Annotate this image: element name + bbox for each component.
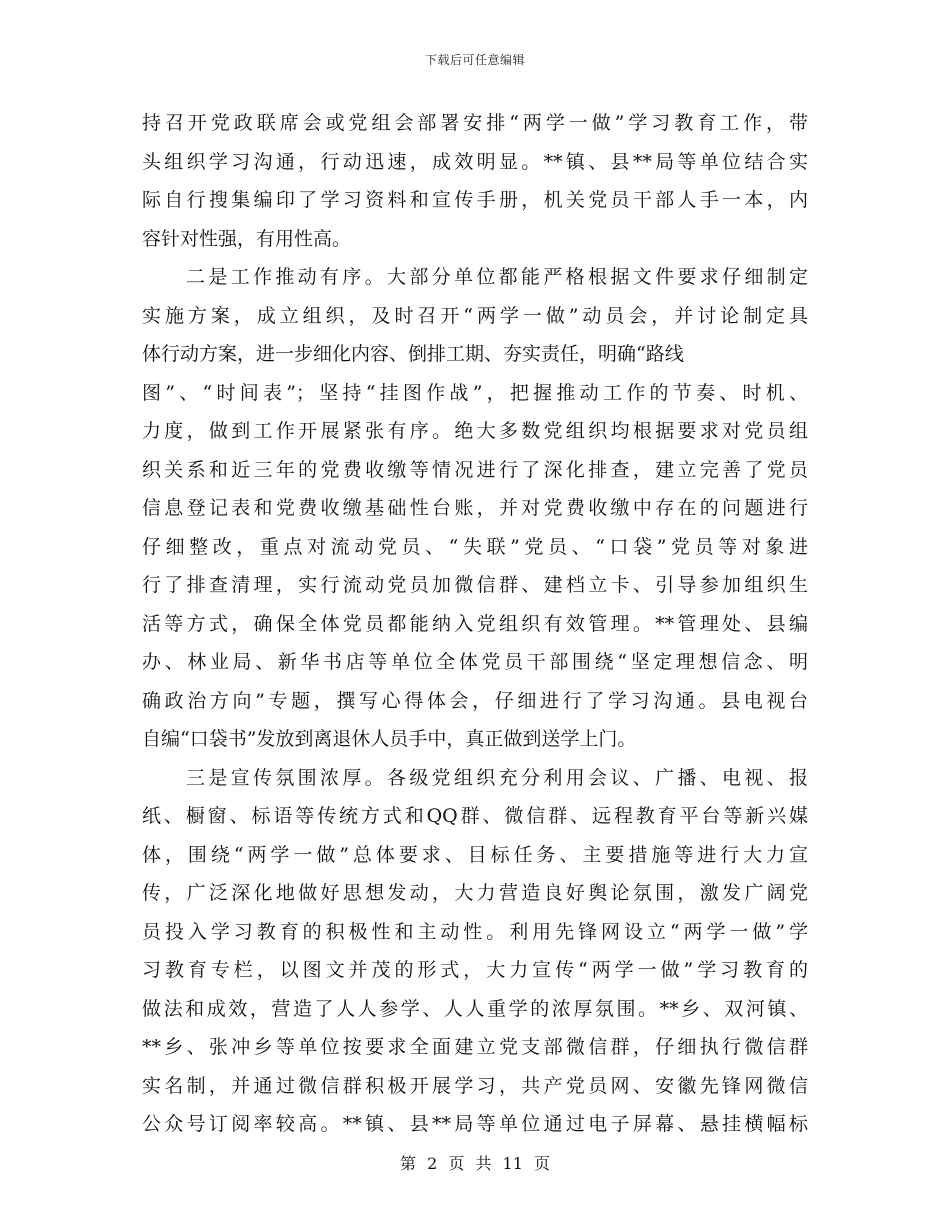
text-line: 织关系和近三年的党费收缴等情况进行了深化排查，建立完善了党员 [142, 458, 808, 481]
text-line: 二是工作推动有序。大部分单位都能严格根据文件要求仔细制定 [186, 266, 808, 288]
text-line: 公众号订阅率较高。**镇、县**局等单位通过电子屏幕、悬挂横幅标 [142, 1113, 808, 1135]
text-line: 纸、橱窗、标语等传统方式和QQ群、微信群、远程教育平台等新兴媒 [142, 805, 808, 827]
text-line: 容针对性强，有用性高。 [142, 227, 352, 250]
text-line: 确政治方向”专题，撰写心得体会，仔细进行了学习沟通。县电视台 [142, 689, 808, 712]
text-line: **乡、张冲乡等单位按要求全面建立党支部微信群，仔细执行微信群 [142, 1036, 808, 1058]
document-body [142, 104, 808, 1144]
text-line: 头组织学习沟通，行动迅速，成效明显。**镇、县**局等单位结合实 [142, 150, 808, 173]
text-line: 实名制，并通过微信群积极开展学习，共产党员网、安徽先锋网微信 [142, 1074, 808, 1097]
text-line: 体行动方案，进一步细化内容、倒排工期、夯实责任，明确“路线 [142, 343, 684, 365]
text-line: 办、林业局、新华书店等单位全体党员干部围绕“坚定理想信念、明 [142, 651, 808, 673]
text-line: 力度，做到工作开展紧张有序。绝大多数党组织均根据要求对党员组 [142, 420, 808, 442]
text-line: 做法和成效，营造了人人参学、人人重学的浓厚氛围。**乡、双河镇、 [142, 997, 808, 1020]
text-line: 体，围绕“两学一做”总体要求、目标任务、主要措施等进行大力宣 [142, 843, 808, 866]
page-header: 下载后可任意编辑 [424, 53, 525, 67]
text-line: 实施方案，成立组织，及时召开“两学一做”动员会，并讨论制定具 [142, 304, 808, 327]
text-line: 自编“口袋书”发放到离退休人员手中，真正做到送学上门。 [142, 728, 637, 750]
text-line: 图”、“时间表”；坚持“挂图作战”，把握推动工作的节奏、时机、 [142, 381, 808, 404]
text-line: 行了排查清理，实行流动党员加微信群、建档立卡、引导参加组织生 [142, 574, 808, 596]
text-line: 仔细整改，重点对流动党员、“失联”党员、“口袋”党员等对象进 [142, 535, 808, 558]
text-line: 三是宣传氛围浓厚。各级党组织充分利用会议、广播、电视、报 [186, 766, 808, 789]
text-line: 员投入学习教育的积极性和主动性。利用先锋网设立“两学一做”学 [142, 920, 808, 943]
text-line: 信息登记表和党费收缴基础性台账，并对党费收缴中存在的问题进行 [142, 497, 808, 519]
text-line: 习教育专栏，以图文并茂的形式，大力宣传“两学一做”学习教育的 [142, 959, 808, 981]
text-line: 际自行搜集编印了学习资料和宣传手册，机关党员干部人手一本，内 [142, 189, 808, 211]
text-line: 持召开党政联席会或党组会部署安排“两学一做”学习教育工作，带 [142, 112, 808, 134]
text-line: 活等方式，确保全体党员都能纳入党组织有效管理。**管理处、县编 [142, 612, 808, 635]
page-footer: 第 2 页 共 11 页 [400, 1154, 550, 1173]
text-line: 传，广泛深化地做好思想发动，大力营造良好舆论氛围，激发广阔党 [142, 882, 808, 904]
